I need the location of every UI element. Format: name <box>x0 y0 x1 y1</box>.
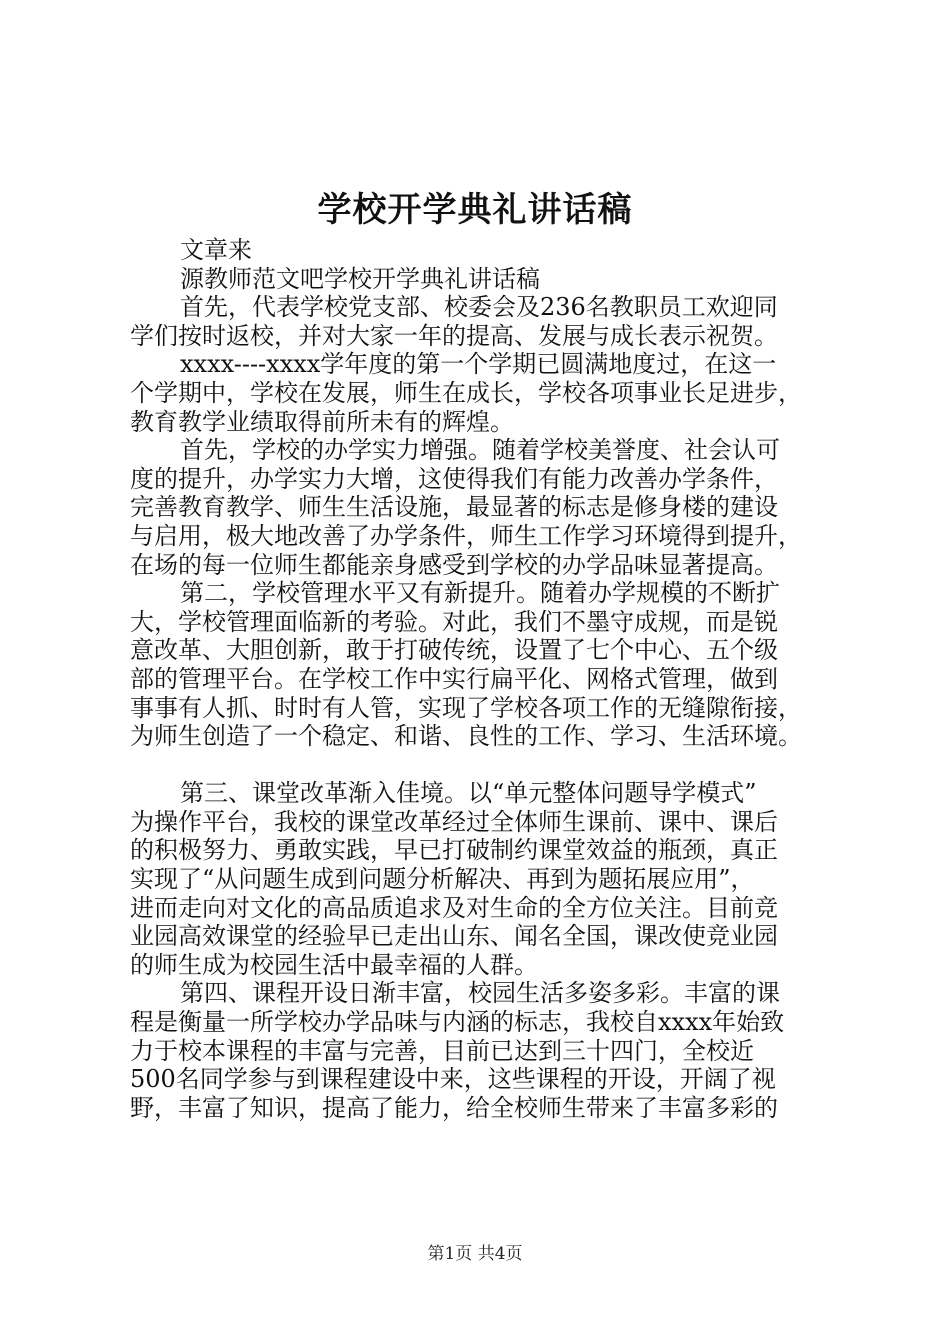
body-line: 业园高效课堂的经验早已走出山东、闻名全国，课改使竞业园 <box>130 922 778 951</box>
body-line: 力于校本课程的丰富与完善，目前已达到三十四门，全校近 <box>130 1036 754 1065</box>
body-line: 实现了“从问题生成到问题分析解决、再到为题拓展应用”， <box>130 865 755 894</box>
body-line: 教育教学业绩取得前所未有的辉煌。 <box>130 407 514 436</box>
body-line: 部的管理平台。在学校工作中实行扁平化、网格式管理，做到 <box>130 664 778 693</box>
body-line: 文章来 <box>180 236 252 264</box>
body-line: 第四、课程开设日渐丰富，校园生活多姿多彩。丰富的课 <box>180 979 780 1008</box>
body-line: 大，学校管理面临新的考验。对此，我们不墨守成规，而是锐 <box>130 607 778 636</box>
body-line: 的积极努力、勇敢实践，早已打破制约课堂效益的瓶颈，真正 <box>130 836 778 865</box>
body-line: 事事有人抓、时时有人管，实现了学校各项工作的无缝隙衔接， <box>130 693 802 722</box>
body-line: 为师生创造了一个稳定、和谐、良性的工作、学习、生活环境。 <box>130 722 802 751</box>
body-line: 与启用，极大地改善了办学条件，师生工作学习环境得到提升， <box>130 521 802 550</box>
body-line: 500名同学参与到课程建设中来，这些课程的开设，开阔了视 <box>130 1065 776 1094</box>
body-line: 个学期中，学校在发展，师生在成长，学校各项事业长足进步， <box>130 378 802 407</box>
body-line: 第二，学校管理水平又有新提升。随着办学规模的不断扩 <box>180 579 780 608</box>
body-line: 程是衡量一所学校办学品味与内涵的标志，我校自xxxx年始致 <box>130 1008 785 1037</box>
body-line: 第三、课堂改革渐入佳境。以“单元整体问题导学模式” <box>180 779 757 808</box>
body-line: 意改革、大胆创新，敢于打破传统，设置了七个中心、五个级 <box>130 636 778 665</box>
page-footer: 第1页 共4页 <box>427 1244 523 1264</box>
body-line: xxxx----xxxx学年度的第一个学期已圆满地度过，在这一 <box>180 350 777 379</box>
body-line: 的师生成为校园生活中最幸福的人群。 <box>130 950 538 979</box>
document-body <box>130 236 842 1122</box>
body-line: 完善教育教学、师生生活设施，最显著的标志是修身楼的建设 <box>130 493 778 522</box>
body-line: 野，丰富了知识，提高了能力，给全校师生带来了丰富多彩的 <box>130 1093 778 1122</box>
body-line: 进而走向对文化的高品质追求及对生命的全方位关注。目前竞 <box>130 893 778 922</box>
body-line: 为操作平台，我校的课堂改革经过全体师生课前、课中、课后 <box>130 807 778 836</box>
document-title: 学校开学典礼讲话稿 <box>317 190 633 230</box>
body-line: 首先，代表学校党支部、校委会及236名教职员工欢迎同 <box>180 293 778 322</box>
body-line <box>130 751 842 780</box>
body-line: 首先，学校的办学实力增强。随着学校美誉度、社会认可 <box>180 436 780 465</box>
body-line: 度的提升，办学实力大增，这使得我们有能力改善办学条件， <box>130 464 778 493</box>
body-line: 在场的每一位师生都能亲身感受到学校的办学品味显著提高。 <box>130 550 778 579</box>
body-line: 学们按时返校，并对大家一年的提高、发展与成长表示祝贺。 <box>130 321 778 350</box>
body-line: 源教师范文吧学校开学典礼讲话稿 <box>180 264 540 293</box>
